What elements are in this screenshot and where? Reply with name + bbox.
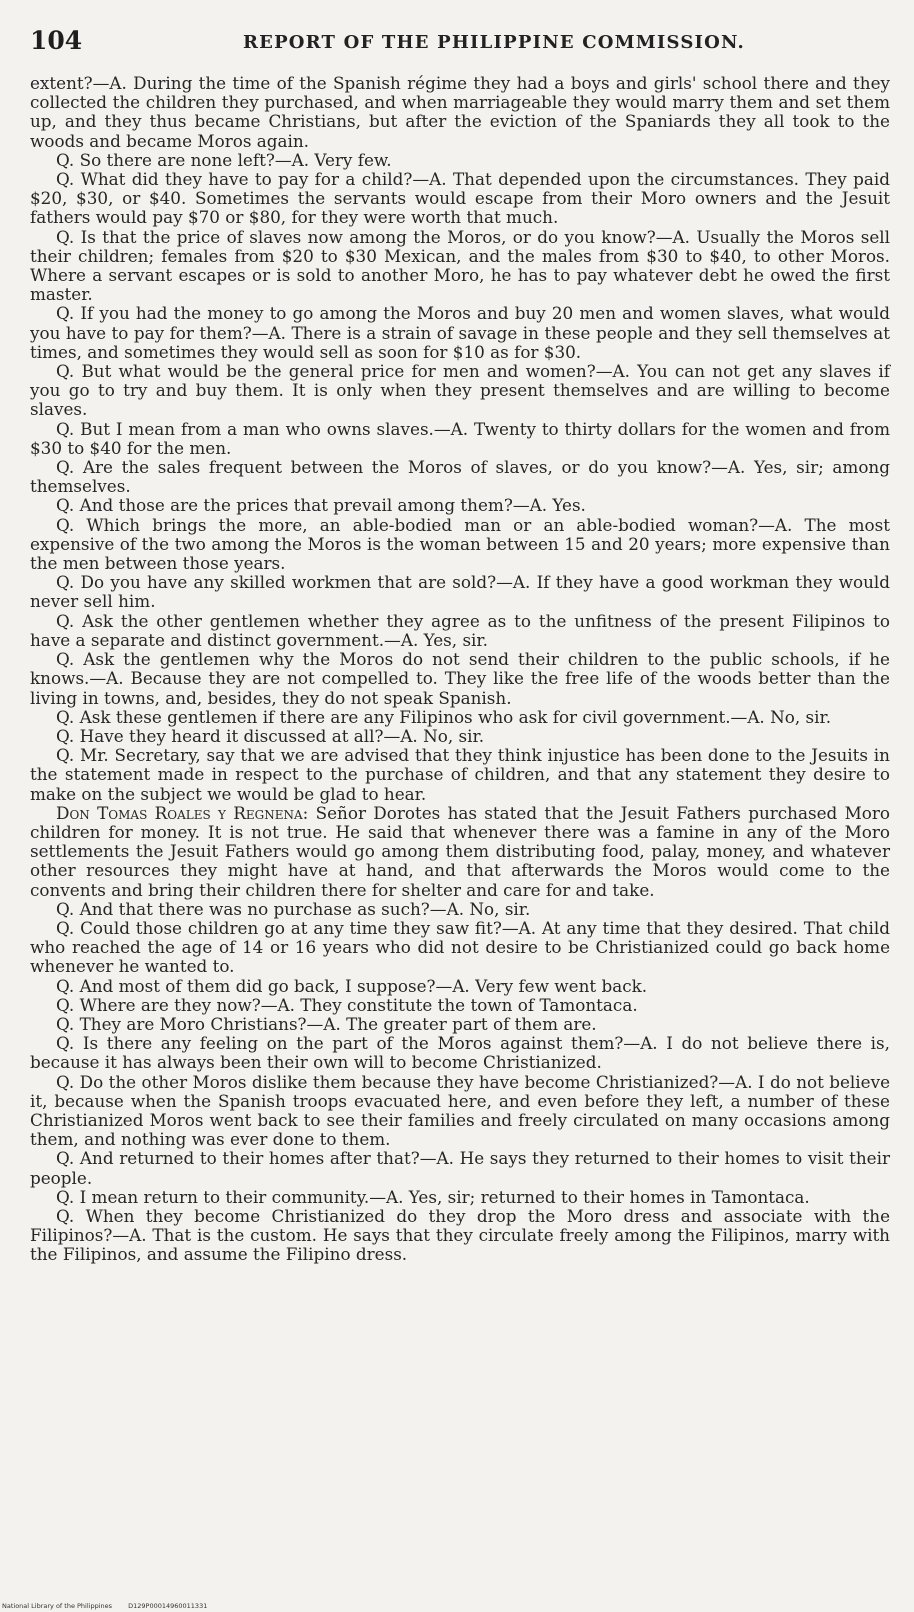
paragraph: Q. And most of them did go back, I suppose?—A. Very few went back. — [56, 975, 648, 996]
paragraph: Q. And returned to their homes after that?—A. He says they returned to their homes to visit their people. — [30, 1148, 890, 1188]
paragraph: extent?—A. During the time of the Spanish régime they had a boys and girls' school there and they collected the children they purchased, and when marriageable they would marry them and set them up, and they thus became Christians, but after the eviction of the Spaniards they all took to the woods and became Moros again. — [30, 73, 890, 151]
paragraph: Q. Mr. Secretary, say that we are advised that they think injustice has been done to the Jesuits in the statement made in respect to the purchase of children, and that any statement they desire to make on the subject we would be glad to hear. — [30, 745, 890, 804]
body-text — [30, 74, 890, 1265]
paragraph: Q. Could those children go at any time they saw fit?—A. At any time that they desired. That child who reached the age of 14 or 16 years who did not desire to be Christianized could go back home whenever he wanted to. — [30, 917, 890, 977]
paragraph: Q. But what would be the general price for men and women?—A. You can not get any slaves if you go to try and buy them. It is only when they present themselves and are willing to become slaves. — [30, 361, 890, 420]
paragraph: Q. Is there any feeling on the part of the Moros against them?—A. I do not believe there is, because it has always been their own will to become Christianized. — [30, 1033, 890, 1073]
paragraph: Q. Ask the other gentlemen whether they agree as to the unfitness of the present Filipinos to have a separate and distinct government.—A. Yes, sir. — [30, 610, 890, 650]
paragraph: Q. Do you have any skilled workmen that are sold?—A. If they have a good workman they would never sell him. — [30, 572, 890, 612]
paragraph: Q. And those are the prices that prevail among them?—A. Yes. — [56, 495, 586, 516]
library-name: National Library of the Philippines — [2, 1602, 113, 1610]
paragraph: Q. Are the sales frequent between the Moros of slaves, or do you know?—A. Yes, sir; among themselves. — [30, 457, 890, 497]
paragraph: Q. I mean return to their community.—A. Yes, sir; returned to their homes in Tamontaca. — [56, 1186, 810, 1207]
speech-text: Señor Dorotes has stated that the Jesuit Fathers purchased Moro children for money. It is not true. He said that whenever there was a famine in any of the Moro settlements the Jesuit Fathers would go among them distributing food, palay, money, and whatever other resources they might have at hand, and that afterwards the Moros would come to the convents and bring their children there for shelter and care for and take. — [30, 802, 890, 900]
scan-identifier: D129P00014960011331 — [128, 1602, 208, 1610]
paragraph: Q. Have they heard it discussed at all?—A. No, sir. — [56, 725, 485, 746]
paragraph: Q. They are Moro Christians?—A. The greater part of them are. — [56, 1013, 597, 1034]
paragraph: Q. What did they have to pay for a child?—A. That depended upon the circumstances. They paid $20, $30, or $40. Sometimes the servants would escape from their Moro owners and the Jesuit fathers would pay $70 or $80, for they were worth that much. — [30, 169, 890, 228]
speaker-name: Don Tomas Roales y Regnena: — [56, 802, 309, 823]
speech-paragraph — [30, 804, 890, 900]
paragraph: Q. When they become Christianized do they drop the Moro dress and associate with the Filipinos?—A. That is the custom. He says that they circulate freely among the Filipinos, marry with the Filipinos, and assume the Filipino dress. — [30, 1205, 890, 1265]
paragraph: Q. Where are they now?—A. They constitute the town of Tamontaca. — [56, 994, 638, 1015]
paragraph: Q. So there are none left?—A. Very few. — [56, 149, 392, 170]
paragraph: Q. But I mean from a man who owns slaves.—A. Twenty to thirty dollars for the women and from $30 to $40 for the men. — [30, 418, 890, 458]
scan-footer — [2, 1602, 221, 1610]
page-header — [30, 26, 888, 56]
paragraph: Q. If you had the money to go among the Moros and buy 20 men and women slaves, what would you have to pay for them?—A. There is a strain of savage in these people and they sell themselves at times, and sometimes they would sell as soon for $10 as for $30. — [30, 303, 890, 362]
paragraph: Q. Ask these gentlemen if there are any Filipinos who ask for civil government.—A. No, sir. — [56, 706, 832, 727]
paragraph: Q. Is that the price of slaves now among the Moros, or do you know?—A. Usually the Moros sell their children; females from $20 to $30 Mexican, and the males from $30 to $40, to other Moros. Where a servant escapes or is sold to another Moro, he has to pay whatever debt he owed the first master. — [30, 226, 890, 305]
paragraph: Q. Do the other Moros dislike them because they have become Christianized?—A. I do not believe it, because when the Spanish troops evacuated here, and even before they left, a number of these Christianized Moros went back to see their families and freely circulated on many occasions among them, and nothing was ever done to them. — [30, 1071, 890, 1150]
page-number: 104 — [30, 26, 83, 55]
paragraph: Q. And that there was no purchase as such?—A. No, sir. — [56, 898, 531, 919]
paragraph: Q. Which brings the more, an able-bodied man or an able-bodied woman?—A. The most expensive of the two among the Moros is the woman between 15 and 20 years; more expensive than the men between those years. — [30, 514, 890, 574]
paragraph: Q. Ask the gentlemen why the Moros do not send their children to the public schools, if he knows.—A. Because they are not compelled to. They like the free life of the woods better than the living in towns, and, besides, they do not speak Spanish. — [30, 649, 890, 708]
running-title: REPORT OF THE PHILIPPINE COMMISSION. — [242, 32, 746, 53]
